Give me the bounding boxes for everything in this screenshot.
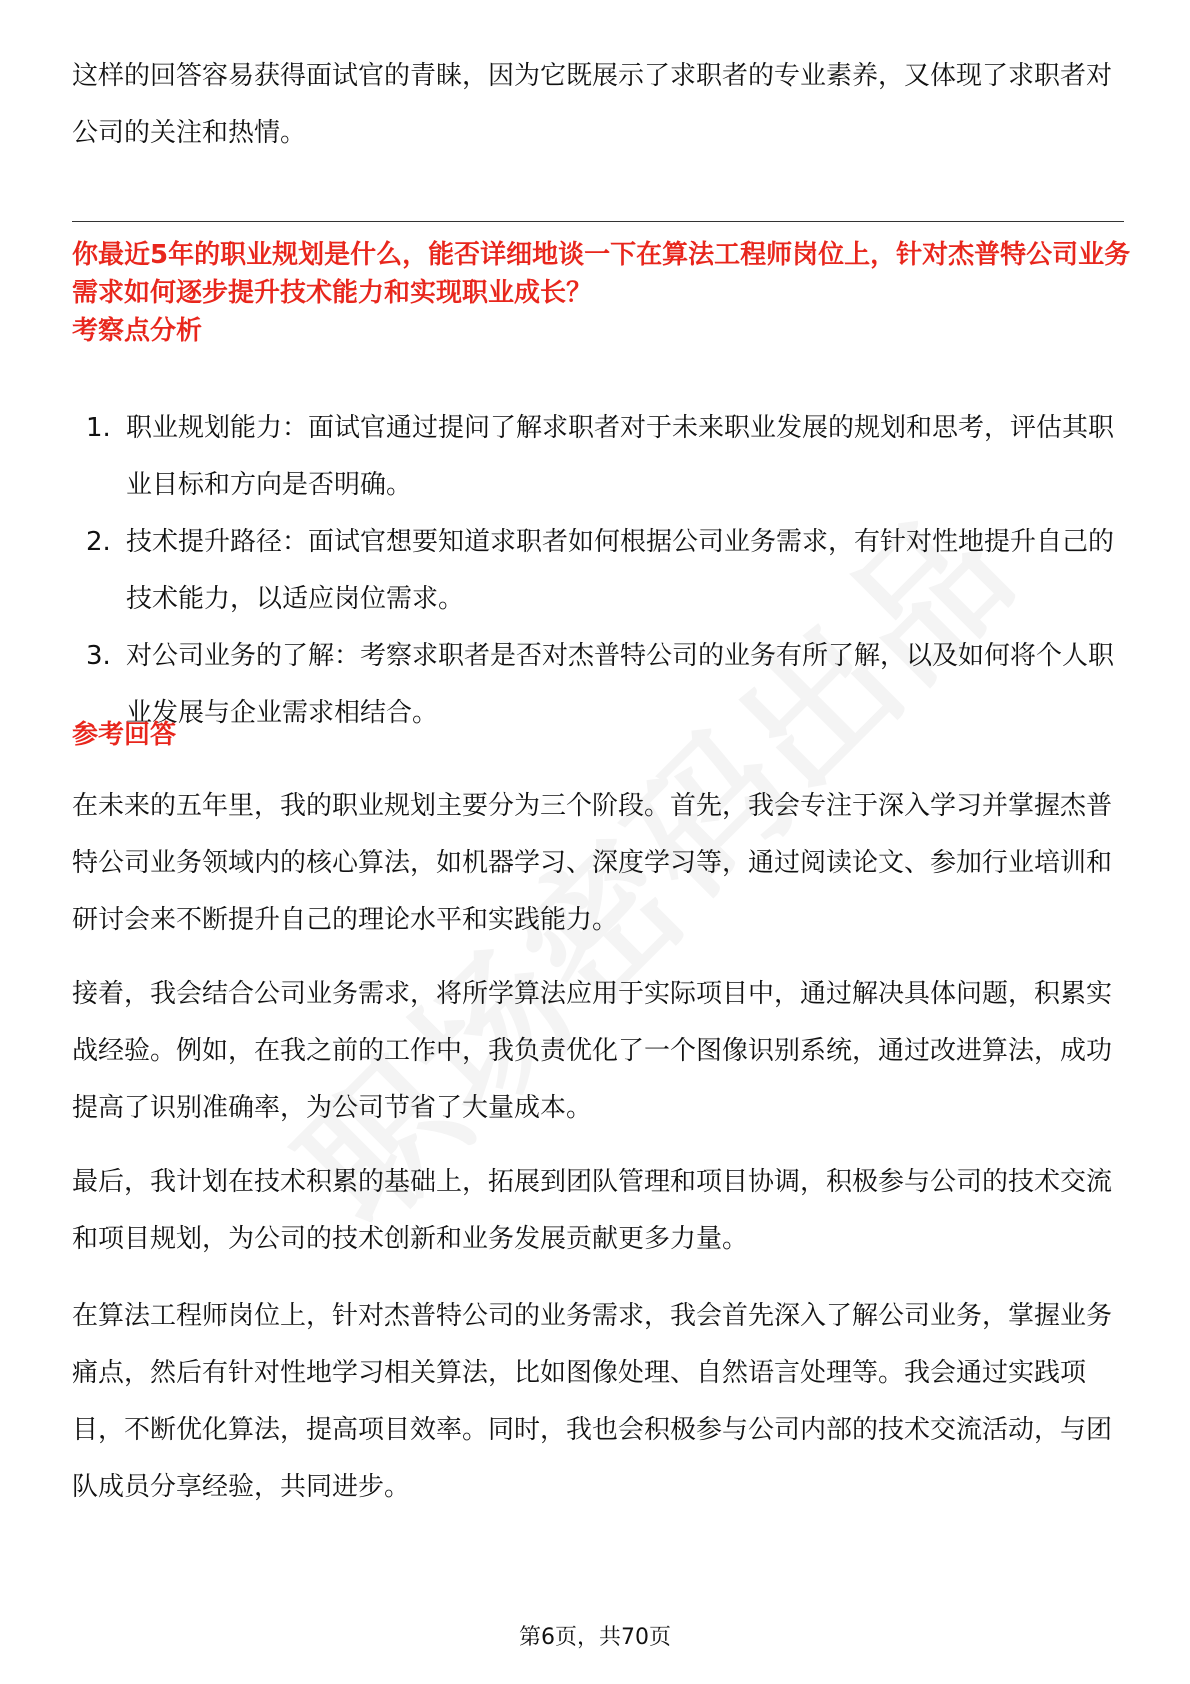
analysis-list xyxy=(72,400,1132,742)
list-item-number: 2. xyxy=(86,527,111,557)
list-item-text: 技术提升路径：面试官想要知道求职者如何根据公司业务需求，有针对性地提升自己的技术能力，以适应岗位需求。 xyxy=(126,527,1115,614)
analysis-title: 考察点分析 xyxy=(72,316,203,346)
list-item-text: 职业规划能力：面试官通过提问了解求职者对于未来职业发展的规划和思考，评估其职业目标和方向是否明确。 xyxy=(126,413,1115,500)
list-item-text: 对公司业务的了解：考察求职者是否对杰普特公司的业务有所了解，以及如何将个人职业发展与企业需求相结合。 xyxy=(126,641,1115,728)
list-item xyxy=(72,514,1132,628)
intro-paragraph: 这样的回答容易获得面试官的青睐，因为它既展示了求职者的专业素养，又体现了求职者对公司的关注和热情。 xyxy=(72,61,1113,148)
answer-paragraph: 最后，我计划在技术积累的基础上，拓展到团队管理和项目协调，积极参与公司的技术交流和项目规划，为公司的技术创新和业务发展贡献更多力量。 xyxy=(72,1167,1113,1254)
answer-paragraph: 接着，我会结合公司业务需求，将所学算法应用于实际项目中，通过解决具体问题，积累实战经验。例如，在我之前的工作中，我负责优化了一个图像识别系统，通过改进算法，成功提高了识别准确率，为公司节省了大量成本。 xyxy=(72,979,1113,1123)
list-item-number: 3. xyxy=(86,641,111,671)
list-item xyxy=(72,628,1132,742)
question-heading: 你最近5年的职业规划是什么，能否详细地谈一下在算法工程师岗位上，针对杰普特公司业务需求如何逐步提升技术能力和实现职业成长？ xyxy=(72,240,1131,308)
list-item xyxy=(72,400,1132,514)
section-divider xyxy=(72,221,1124,222)
answer-paragraph: 在未来的五年里，我的职业规划主要分为三个阶段。首先，我会专注于深入学习并掌握杰普特公司业务领域内的核心算法，如机器学习、深度学习等，通过阅读论文、参加行业培训和研讨会来不断提升自己的理论水平和实践能力。 xyxy=(72,791,1113,935)
list-item-number: 1. xyxy=(86,413,111,443)
page-number: 第6页，共70页 xyxy=(519,1625,671,1650)
answer-title: 参考回答 xyxy=(72,720,177,750)
answer-paragraph: 在算法工程师岗位上，针对杰普特公司的业务需求，我会首先深入了解公司业务，掌握业务痛点，然后有针对性地学习相关算法，比如图像处理、自然语言处理等。我会通过实践项目，不断优化算法，提高项目效率。同时，我也会积极参与公司内部的技术交流活动，与团队成员分享经验，共同进步。 xyxy=(72,1301,1113,1502)
